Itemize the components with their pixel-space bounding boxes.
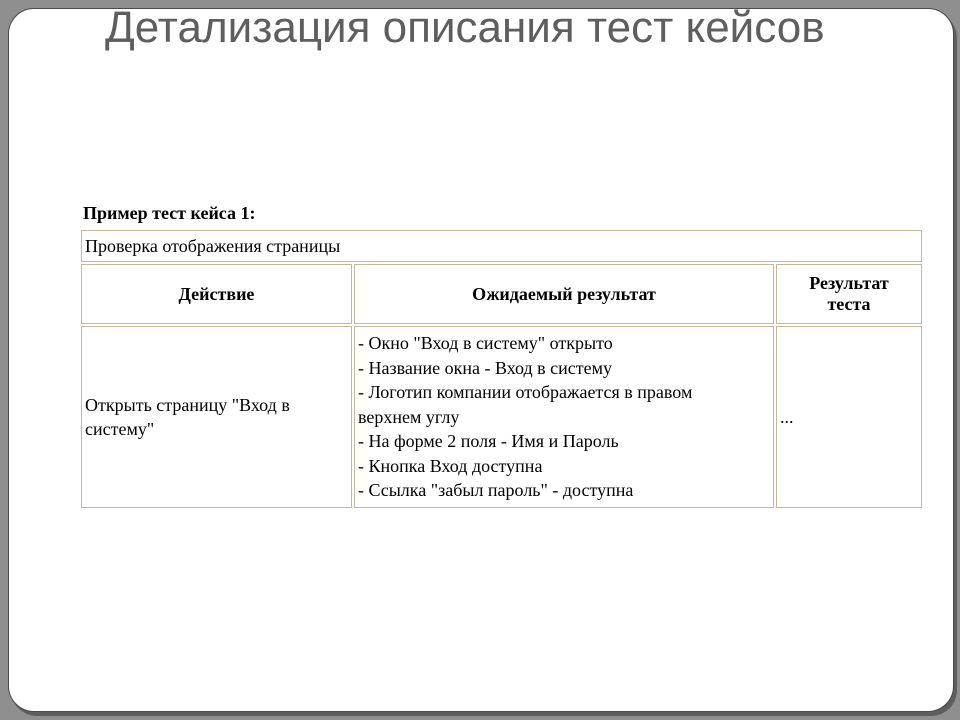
test-case-name: Проверка отображения страницы [81,230,922,262]
column-header-expected: Ожидаемый результат [354,264,774,324]
column-header-action: Действие [81,264,352,324]
slide [8,8,954,712]
action-cell: Открыть страницу "Вход в систему" [81,326,352,508]
expected-step: - Логотип компании отображается в правом [358,382,693,403]
column-header-result: Результат теста [776,264,922,324]
expected-step: - Окно "Вход в систему" открыто [358,333,613,354]
expected-step: - На форме 2 поля - Имя и Пароль [358,431,619,452]
slide-title: Детализация описания тест кейсов [105,8,825,52]
expected-step: - Название окна - Вход в систему [358,357,613,378]
expected-step: - Кнопка Вход доступна [358,455,543,476]
test-case-table [79,228,924,510]
test-result-cell: ... [776,326,922,508]
test-case-caption: Пример тест кейса 1: [83,203,256,223]
expected-result-cell [354,326,774,508]
expected-step: - Ссылка "забыл пароль" - доступна [358,480,634,501]
expected-step: верхнем углу [358,406,460,427]
